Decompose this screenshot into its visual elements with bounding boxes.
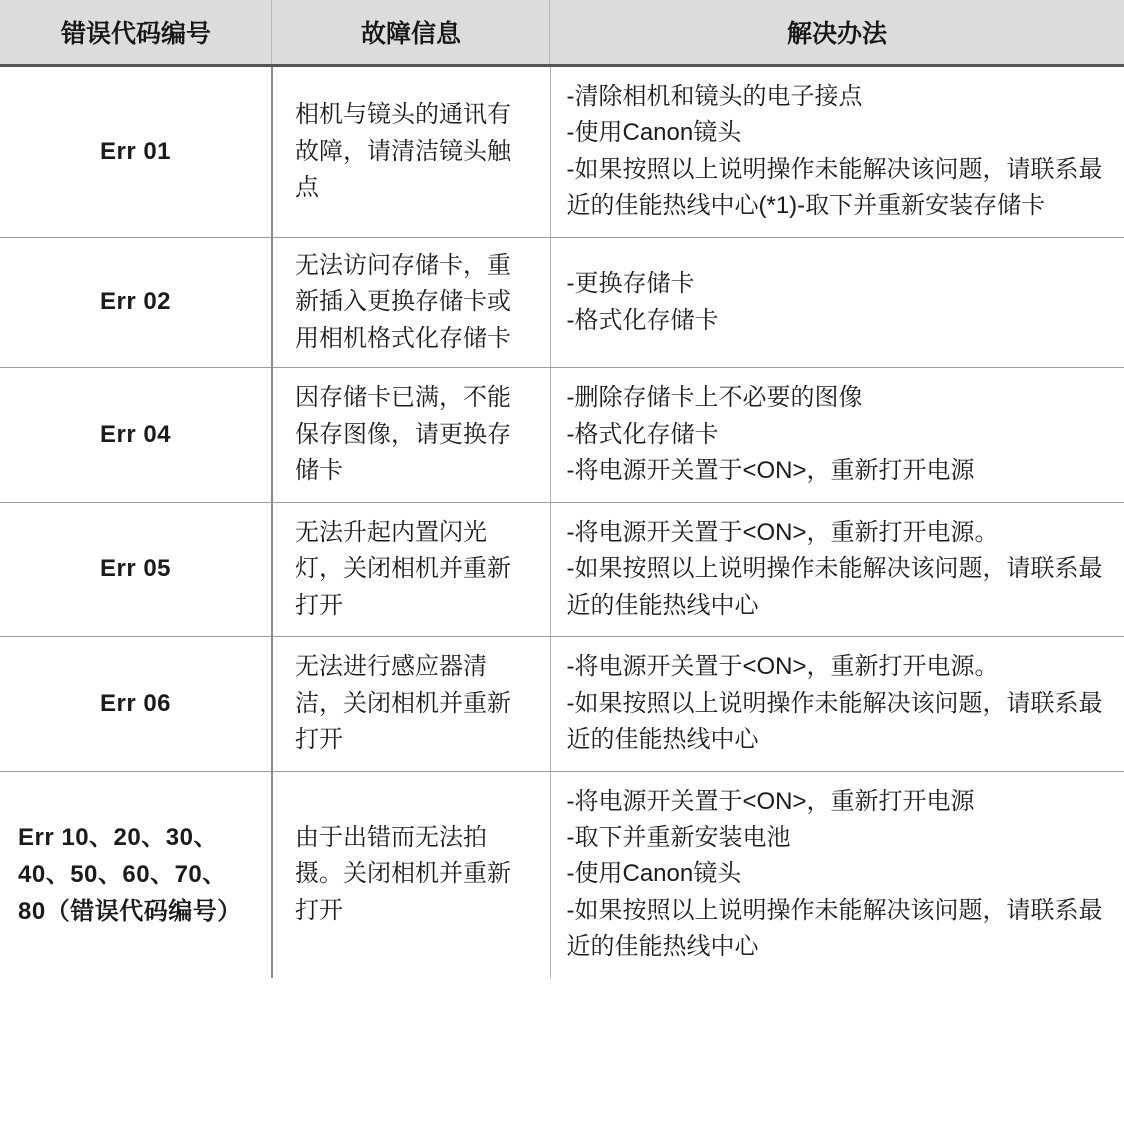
cell-error-code: Err 01 (0, 66, 272, 238)
solution-line: -使用Canon镜头 (566, 860, 742, 888)
solution-line: -取下并重新安装电池 (566, 823, 791, 851)
solution-line: -将电源开关置于<ON>，重新打开电源。 (566, 653, 999, 681)
table-row (0, 237, 1124, 367)
column-header-error-code: 错误代码编号 (0, 0, 272, 66)
cell-fault-info: 因存储卡已满，不能保存图像，请更换存储卡 (272, 368, 550, 502)
solution-line: -删除存储卡上不必要的图像 (566, 384, 863, 412)
column-header-fault-info: 故障信息 (272, 0, 550, 66)
column-header-solution: 解决办法 (550, 0, 1124, 66)
cell-error-code: Err 06 (0, 637, 272, 771)
table-header (0, 0, 1124, 66)
table-row (0, 502, 1124, 636)
cell-fault-info: 无法进行感应器清洁，关闭相机并重新打开 (272, 637, 550, 771)
table-row (0, 66, 1124, 238)
cell-error-code: Err 05 (0, 502, 272, 636)
cell-error-code: Err 02 (0, 237, 272, 367)
solution-line: -格式化存储卡 (566, 420, 719, 448)
cell-solution (550, 66, 1124, 238)
cell-solution (550, 771, 1124, 978)
solution-line: -如果按照以上说明操作未能解决该问题，请联系最近的佳能热线中心(*1)-取下并重新安装存储卡 (566, 155, 1103, 220)
cell-fault-info: 相机与镜头的通讯有故障，请清洁镜头触点 (272, 66, 550, 238)
solution-line: -格式化存储卡 (566, 306, 719, 334)
solution-line: -将电源开关置于<ON>，重新打开电源 (566, 787, 975, 815)
table-row (0, 368, 1124, 502)
cell-solution (550, 237, 1124, 367)
cell-error-code: Err 04 (0, 368, 272, 502)
cell-fault-info: 无法访问存储卡，重新插入更换存储卡或用相机格式化存储卡 (272, 237, 550, 367)
solution-line: -使用Canon镜头 (566, 119, 742, 147)
cell-solution (550, 502, 1124, 636)
table-row (0, 771, 1124, 978)
cell-fault-info: 无法升起内置闪光灯，关闭相机并重新打开 (272, 502, 550, 636)
cell-solution (550, 637, 1124, 771)
solution-line: -将电源开关置于<ON>，重新打开电源 (566, 457, 975, 485)
solution-line: -清除相机和镜头的电子接点 (566, 83, 863, 110)
cell-solution (550, 368, 1124, 502)
table-row (0, 637, 1124, 771)
solution-line: -更换存储卡 (566, 270, 695, 298)
cell-fault-info: 由于出错而无法拍摄。关闭相机并重新打开 (272, 771, 550, 978)
solution-line: -如果按照以上说明操作未能解决该问题，请联系最近的佳能热线中心 (566, 555, 1103, 619)
solution-line: -如果按照以上说明操作未能解决该问题，请联系最近的佳能热线中心 (566, 689, 1103, 754)
cell-error-code: Err 10、20、30、40、50、60、70、80（错误代码编号） (0, 771, 272, 978)
table-body (0, 66, 1124, 978)
solution-line: -将电源开关置于<ON>，重新打开电源。 (566, 518, 999, 546)
table-header-row (0, 0, 1124, 66)
solution-line: -如果按照以上说明操作未能解决该问题，请联系最近的佳能热线中心 (566, 896, 1103, 961)
